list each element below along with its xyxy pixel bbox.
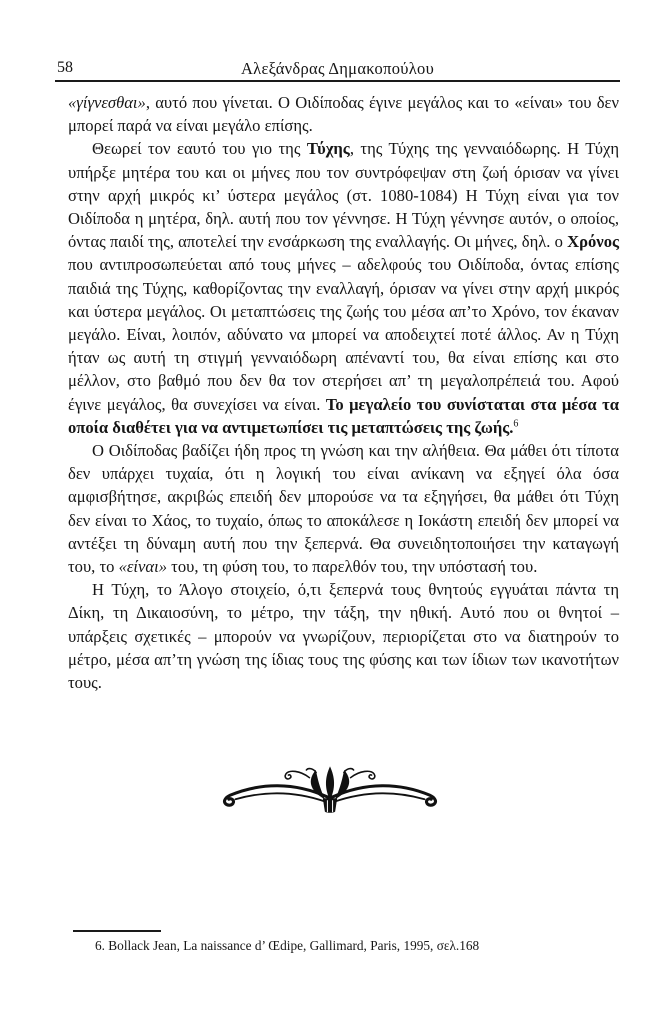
paragraph: [68, 578, 619, 694]
text-run: , αυτό που γίνεται. Ο Οιδίποδας έγινε μεγάλος και το «είναι» του δεν μπορεί παρά να είναι μεγάλο επίσης.: [68, 93, 619, 136]
fleuron-ornament-icon: [217, 764, 443, 816]
text-run: του, τη φύση του, το παρελθόν του, την υπόστασή του.: [167, 557, 538, 577]
page-header: [55, 59, 620, 79]
page-number: 58: [57, 59, 73, 76]
text-run: «γίγνεσθαι»: [68, 93, 146, 112]
footnote-reference: 6: [513, 418, 519, 430]
text-run: που αντιπροσωπεύεται από τους μήνες – αδελφούς του Οιδίποδα, όντας επίσης παιδιά της Τύχης, καθορίζοντας την εναλλαγή, όρισαν να γίνει στην αρχή μικρός και ύστερα μεγάλος. Οι μεταπτώσεις της ζωής του μέσα απ’το Χρόνο, τον έκαναν μεγάλο. Είναι, λοιπόν, αδύνατο να μπορεί να αποδειχτεί ποτέ άλλος. Αν η Τύχη ήταν ως αυτή τη στιγμή γενναιόδωρη απέναντί του, θα είναι επίσης και στο μέλλον, στο βαθμό που δεν θα τον στερήσει απ’ τη μεγαλοπρέπειά του. Αφού έγινε μεγάλος, θα συνεχίσει να είναι.: [68, 255, 619, 414]
body-text: [68, 91, 619, 694]
text-run: «είναι»: [118, 557, 168, 577]
header-rule: [55, 80, 620, 82]
paragraph: [68, 137, 619, 439]
text-run: Η Τύχη, το Άλογο στοιχείο, ό,τι ξεπερνά τους θνητούς εγγυάται πάντα τη Δίκη, τη Δικαιοσύνη, το μέτρο, την τάξη, την ηθική. Αυτό που οι θνητοί – υπάρξεις σχετικές – μπορούν να γνωρίζουν, περιορίζεται στο να διατηρούν το μέτρο, μέσα απ’τη γνώση της ίδιας τους της φύσης και των ίδιων των ικανοτήτων τους.: [68, 580, 619, 693]
text-run: Ο Οιδίποδας βαδίζει ήδη προς τη γνώση και την αλήθεια. Θα μάθει ότι τίποτα δεν υπάρχει τυχαία, ότι η λογική του είναι ανίκανη να εξηγεί όλα όσα αμφισβήτησε, ακριβώς επειδή δεν μπορούσε να τα εξηγήσει, θα μάθει ότι Τύχη δεν είναι το Χάος, το τυχαίο, όπως το αποκάλεσε η Ιοκάστη επειδή δεν μπορεί να αντέξει τη δύναμη αυτή που την ξεπερνά. Θα συνειδητοποιήσει την καταγωγή του, το: [68, 441, 619, 577]
paragraph: [68, 439, 619, 578]
text-run: Το μεγαλείο του συνίσταται στα μέσα τα οποία διαθέτει για να αντιμετωπίσει τις μεταπτώσεις της ζωής.: [68, 394, 619, 437]
text-run: Θεωρεί τον εαυτό του γιο της: [92, 139, 307, 159]
text-run: Χρόνος: [567, 232, 619, 252]
text-run: , της Τύχης της γενναιόδωρης. Η Τύχη υπήρξε μητέρα του και οι μήνες που τον συντρόφεψαν στη ζωή όρισαν να γίνει στην αρχή μικρός κι’ ύστερα μεγάλος (στ. 1080-1084) Η Τύχη είναι για τον Οιδίποδα η μητέρα, δηλ. αυτή που τον γέννησε. Η Τύχη γέννησε αυτόν, ο οποίος, όντας παιδί της, αποτελεί την ενσάρκωση της εναλλαγής. Οι μήνες, δηλ. ο: [68, 139, 619, 252]
text-run: Τύχης: [306, 139, 350, 159]
footnote-separator: [73, 930, 161, 932]
footnote: 6. Bollack Jean, La naissance d’ Œdipe, Gallimard, Paris, 1995, σελ.168: [95, 938, 480, 953]
running-header-title: Αλεξάνδρας Δημακοπούλου: [240, 59, 435, 78]
paragraph: [68, 91, 619, 137]
